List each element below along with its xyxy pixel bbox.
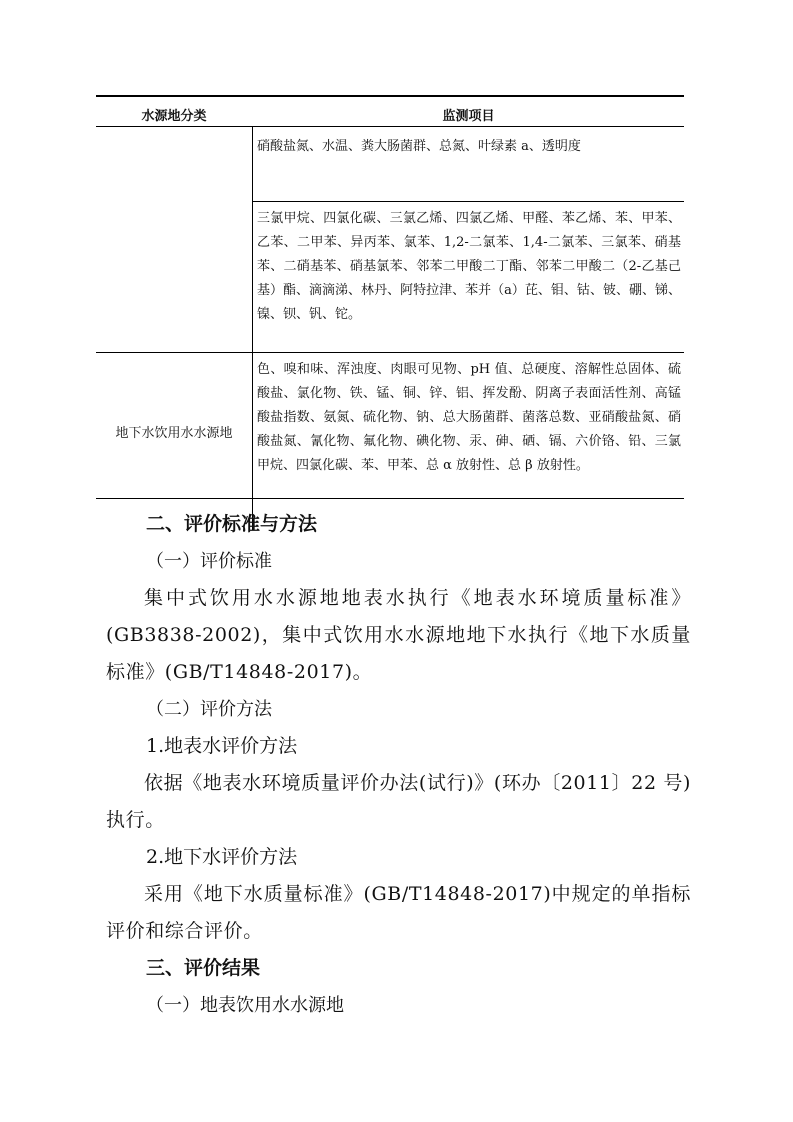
section-2-2-title: （二）评价方法 (146, 699, 272, 720)
header-rule (96, 126, 684, 127)
table-row-3-items: 色、嗅和味、浑浊度、肉眼可见物、pH 值、总硬度、溶解性总固体、硫酸盐、氯化物、铁、锰、铜、锌、铝、挥发酚、阴离子表面活性剂、高锰酸盐指数、氨氮、硫化物、钠、总大肠菌群、菌落总数、亚硝酸盐氮、硝酸盐氮、氰化物、氟化物、碘化物、汞、砷、硒、镉、六价铬、铅、三氯甲烷、四氯化碳、苯、甲苯、总 α 放射性、总 β 放射性。 (257, 362, 681, 473)
section-3-1-title: （一）地表饮用水水源地 (146, 995, 344, 1016)
section-2-2-1-text: 依据《地表水环境质量评价办法(试行)》(环办〔2011〕22 号)执行。 (106, 772, 691, 831)
table-bottom-rule (96, 498, 684, 499)
table-row-1-items: 硝酸盐氮、水温、粪大肠菌群、总氮、叶绿素 a、透明度 (257, 139, 581, 154)
row-2-rule (96, 352, 684, 353)
table-row-2-items: 三氯甲烷、四氯化碳、三氯乙烯、四氯乙烯、甲醛、苯乙烯、苯、甲苯、乙苯、二甲苯、异丙苯、氯苯、1,2-二氯苯、1,4-二氯苯、三氯苯、硝基苯、二硝基苯、硝基氯苯、邻苯二甲酸二丁酯、邻苯二甲酸二（2-乙基己基）酯、滴滴涕、林丹、阿特拉津、苯并（a）芘、钼、钴、铍、硼、锑、镍、钡、钒、铊。 (257, 211, 681, 322)
section-2-2-2-text: 采用《地下水质量标准》(GB/T14848-2017)中规定的单指标评价和综合评价。 (106, 883, 691, 942)
section-3-title: 三、评价结果 (146, 957, 261, 979)
column-divider (252, 127, 253, 530)
section-2-1-text: 集中式饮用水水源地地表水执行《地表水环境质量标准》(GB3838-2002)，集中式饮用水水源地地下水执行《地下水质量标准》(GB/T14848-2017)。 (106, 587, 691, 683)
section-2-2-1-title: 1.地表水评价方法 (146, 735, 298, 757)
row-1-rule (252, 201, 684, 202)
table-row-3-category: 地下水饮用水水源地 (115, 426, 233, 441)
section-2-1-title: （一）评价标准 (146, 551, 272, 572)
header-category: 水源地分类 (141, 109, 207, 124)
section-2-2-2-title: 2.地下水评价方法 (146, 846, 298, 868)
header-items: 监测项目 (442, 109, 495, 124)
section-2-title: 二、评价标准与方法 (146, 513, 318, 535)
table-top-rule (96, 95, 684, 97)
